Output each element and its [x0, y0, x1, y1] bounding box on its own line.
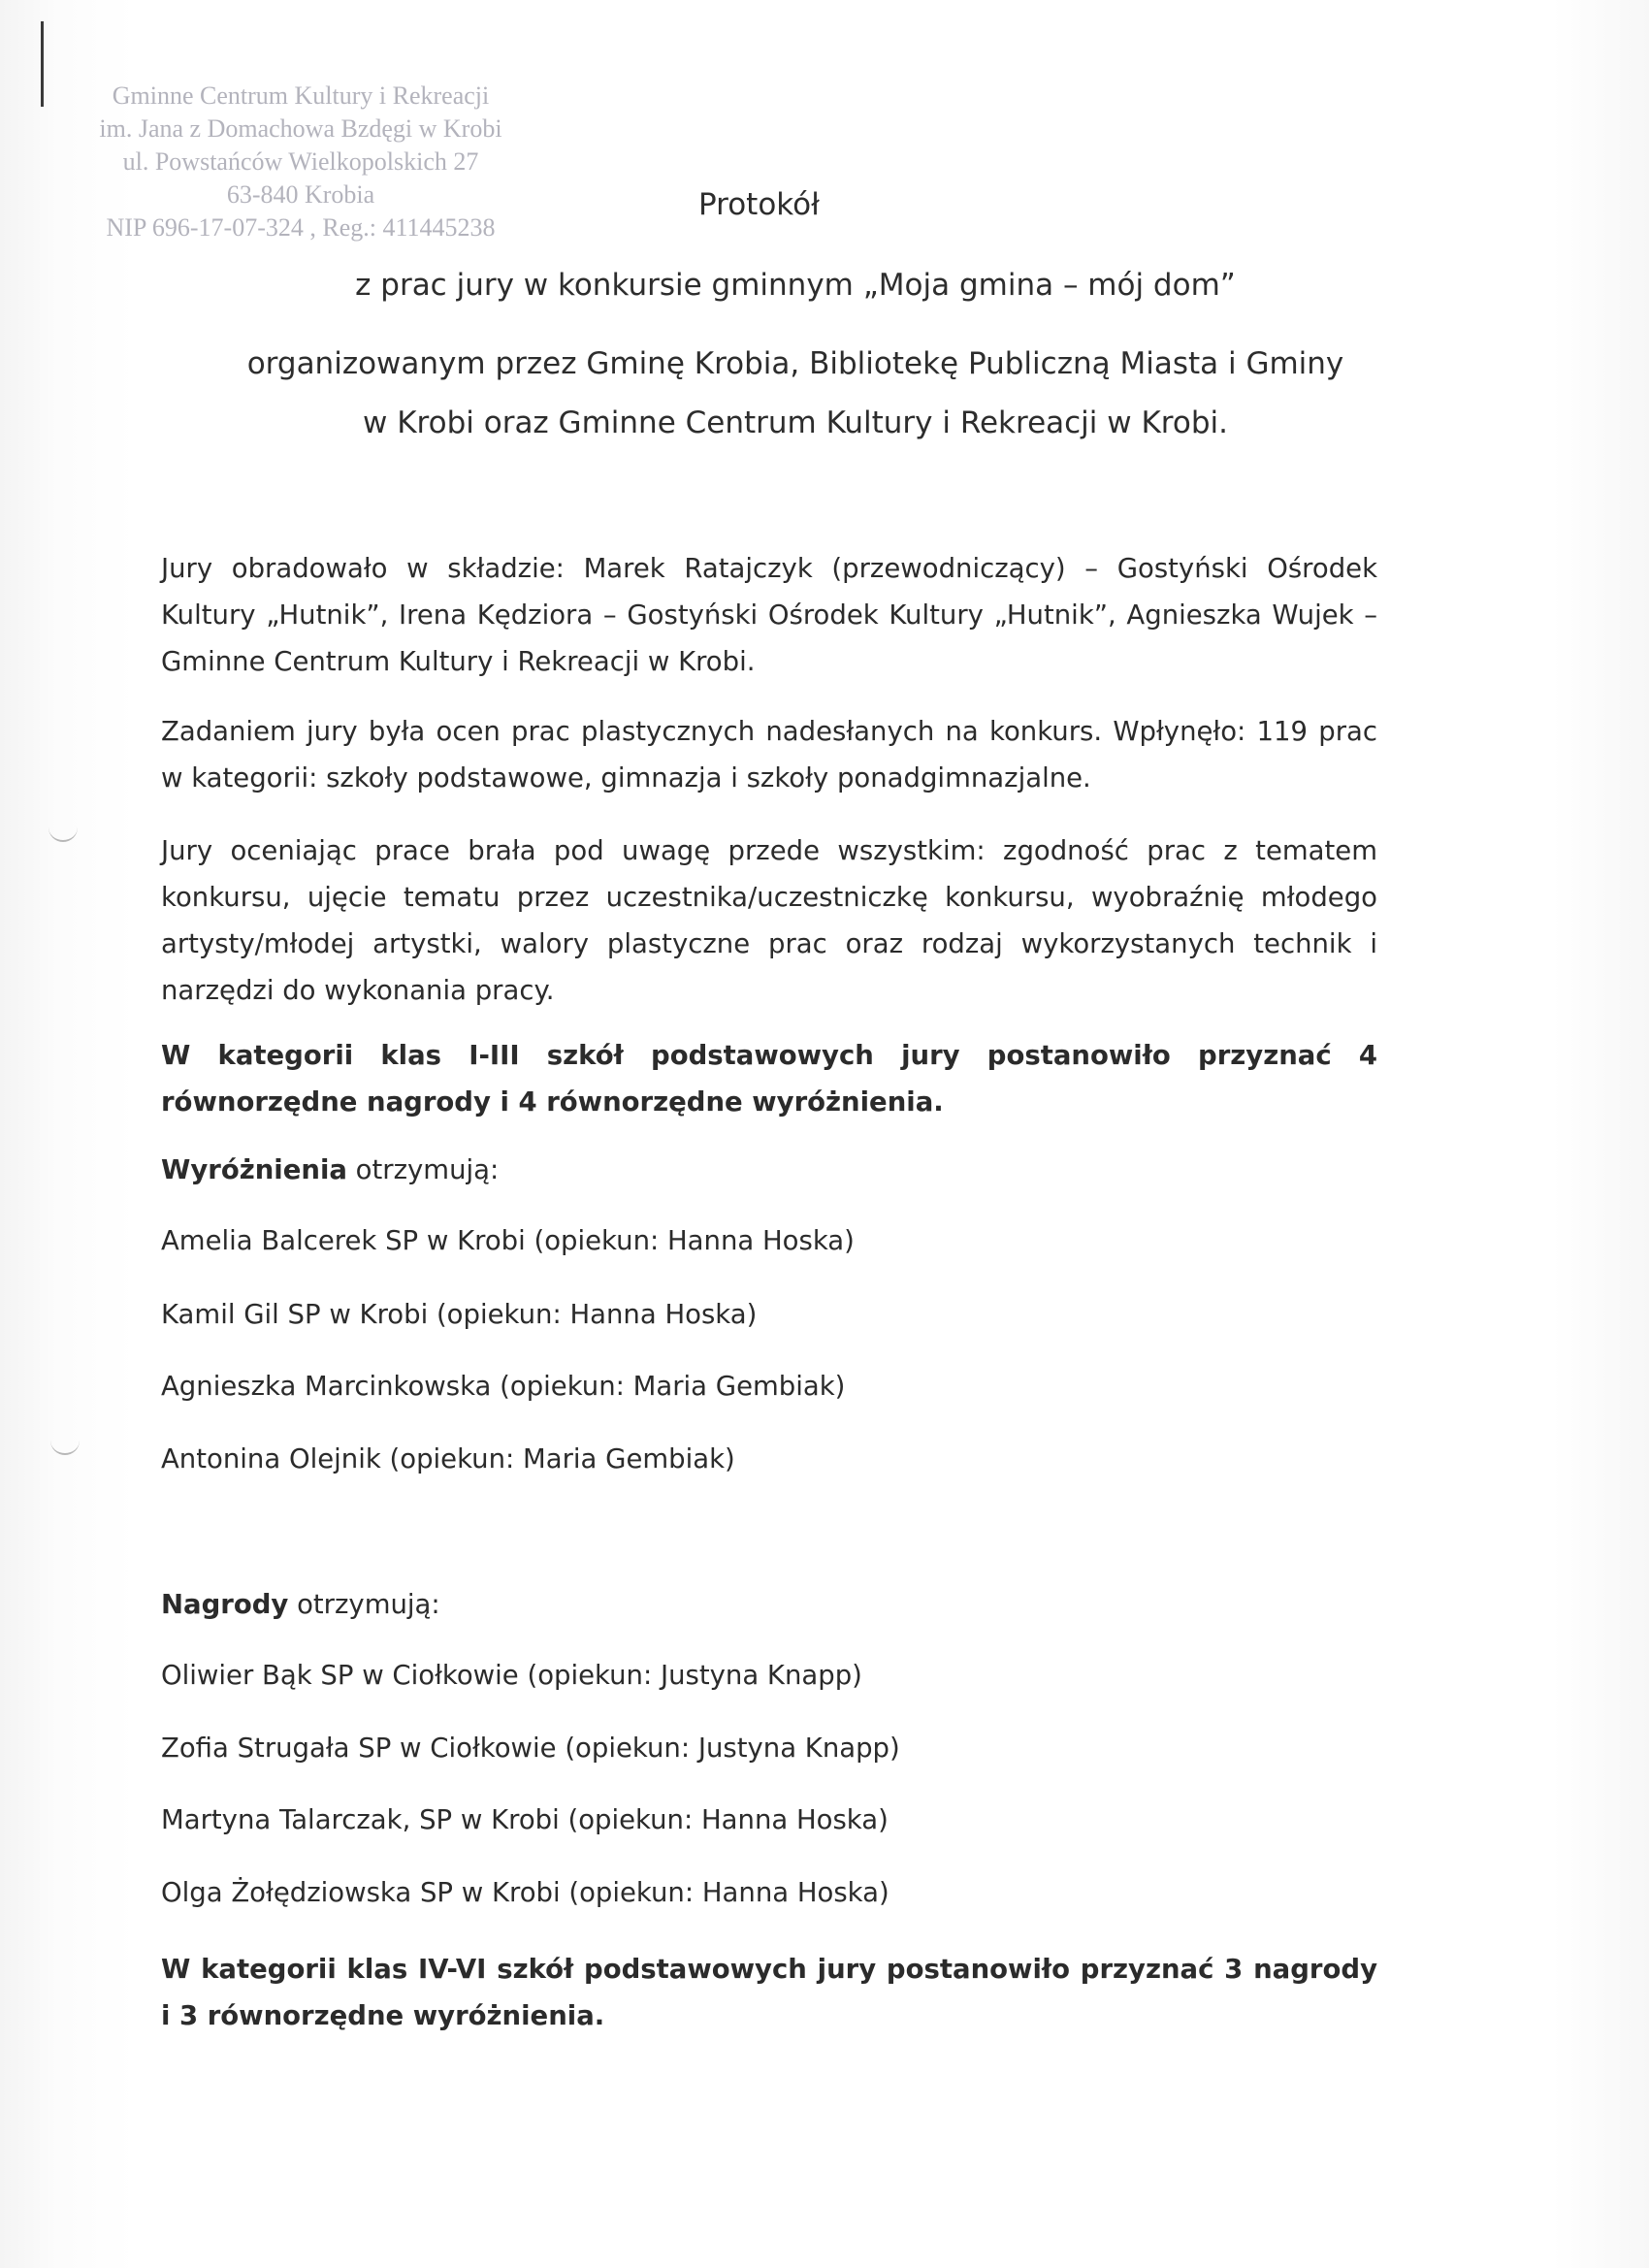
distinction-entry: Kamil Gil SP w Krobi (opiekun: Hanna Hoska): [161, 1299, 758, 1330]
jury-task-paragraph: Zadaniem jury była ocen prac plastycznych nadesłanych na konkurs. Wpłynęło: 119 prac w kategorii: szkoły podstawowe, gimnazja i szkoły ponadgimnazjalne.: [161, 716, 1377, 794]
distinctions-heading-bold: Wyróżnienia: [161, 1154, 347, 1185]
evaluation-criteria-paragraph: Jury oceniając prace brała pod uwagę przede wszystkim: zgodność prac z tematem konkursu, ujęcie tematu przez uczestnika/uczestniczkę konkursu, wyobraźnię młodego artysty/młodej artystki, walory plastyczne prac oraz rodzaj wykorzystanych technik i narzędzi do wykonania pracy.: [161, 835, 1377, 1006]
category-1-3-decision: W kategorii klas I-III szkół podstawowych jury postanowiło przyznać 4 równorzędne nagrody i 4 równorzędne wyróżnienia.: [161, 1040, 1377, 1118]
prize-entry: Zofia Strugała SP w Ciołkowie (opiekun: Justyna Knapp): [161, 1733, 900, 1764]
distinctions-heading-rest: otrzymują:: [346, 1154, 500, 1185]
stamp-line: NIP 696-17-07-324 , Reg.: 411445238: [106, 213, 496, 242]
prizes-heading-bold: Nagrody: [161, 1589, 289, 1620]
stamp-line: ul. Powstańców Wielkopolskich 27: [122, 147, 479, 176]
institution-stamp: [78, 80, 524, 244]
category-4-6-decision: W kategorii klas IV-VI szkół podstawowych jury postanowiło przyznać 3 nagrody i 3 równorzędne wyróżnienia.: [161, 1954, 1377, 2031]
document-title: Protokół: [698, 187, 820, 222]
prize-entry: Martyna Talarczak, SP w Krobi (opiekun: Hanna Hoska): [161, 1804, 889, 1835]
prize-entry: Olga Żołędziowska SP w Krobi (opiekun: Hanna Hoska): [161, 1877, 889, 1908]
distinction-entry: Antonina Olejnik (opiekun: Maria Gembiak): [161, 1443, 735, 1474]
document-subtitle-line-3: w Krobi oraz Gminne Centrum Kultury i Rekreacji w Krobi.: [363, 405, 1228, 440]
scan-edge-mark: [41, 21, 44, 107]
stamp-line: Gminne Centrum Kultury i Rekreacji: [112, 81, 490, 110]
document-subtitle-line-2: organizowanym przez Gminę Krobia, Bibliotekę Publiczną Miasta i Gminy: [246, 346, 1344, 381]
prize-entry: Oliwier Bąk SP w Ciołkowie (opiekun: Justyna Knapp): [161, 1660, 862, 1691]
stamp-line: 63-840 Krobia: [226, 180, 375, 209]
distinction-entry: Amelia Balcerek SP w Krobi (opiekun: Hanna Hoska): [161, 1225, 855, 1256]
distinctions-heading: [161, 1154, 499, 1185]
prizes-heading-rest: otrzymują:: [288, 1589, 440, 1620]
prizes-heading: [161, 1589, 440, 1620]
jury-composition-paragraph: Jury obradowało w składzie: Marek Ratajczyk (przewodniczący) – Gostyński Ośrodek Kultury „Hutnik”, Irena Kędziora – Gostyński Ośrodek Kultury „Hutnik”, Agnieszka Wujek – Gminne Centrum Kultury i Rekreacji w Krobi.: [161, 553, 1377, 677]
document-subtitle-line-1: z prac jury w konkursie gminnym „Moja gmina – mój dom”: [355, 268, 1236, 303]
distinction-entry: Agnieszka Marcinkowska (opiekun: Maria Gembiak): [161, 1371, 846, 1402]
stamp-line: im. Jana z Domachowa Bzdęgi w Krobi: [99, 114, 502, 143]
